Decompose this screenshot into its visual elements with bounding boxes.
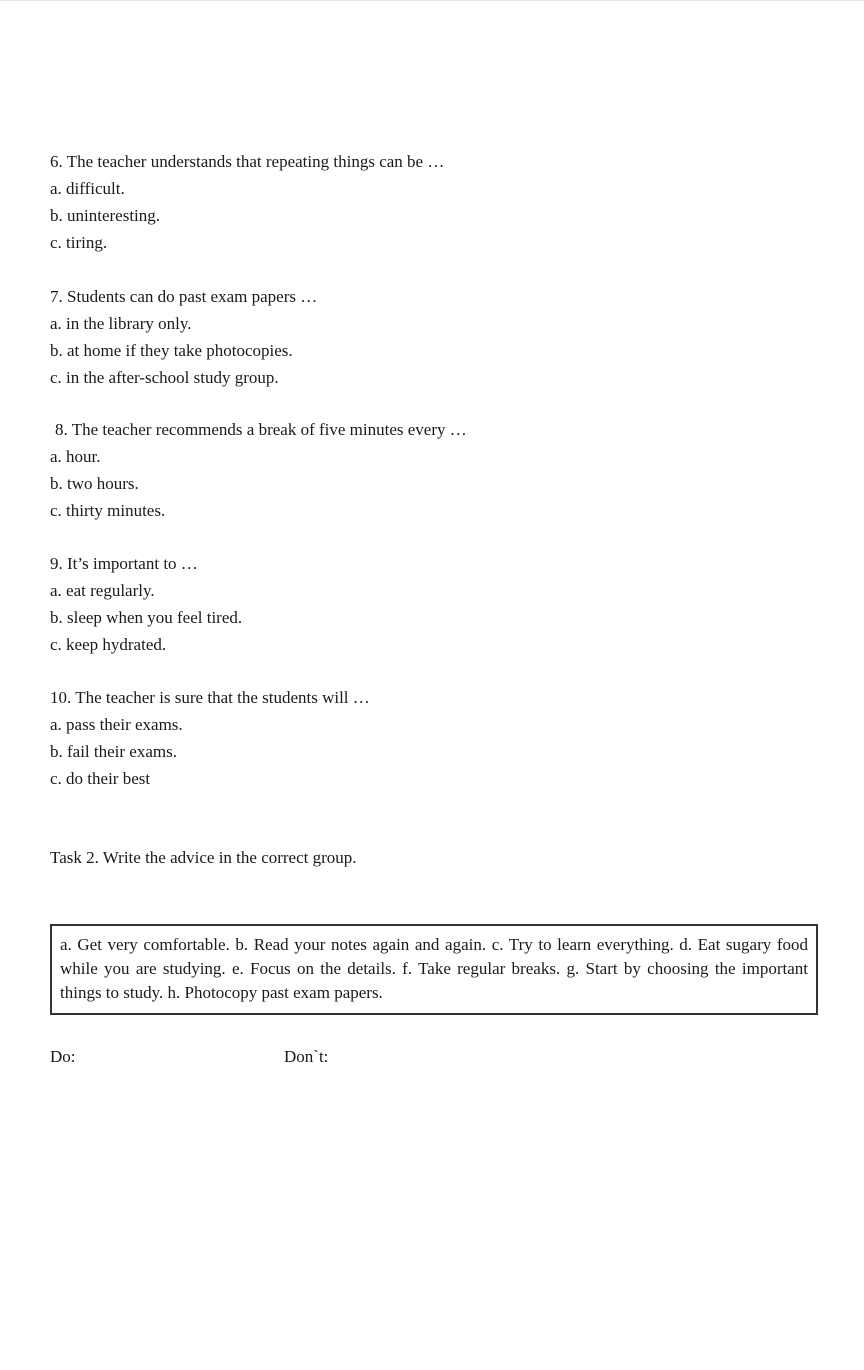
task-2-title: Task 2. Write the advice in the correct group. xyxy=(50,848,357,867)
question-stem: 7. Students can do past exam papers … xyxy=(50,287,318,306)
option-c: c. do their best xyxy=(50,769,151,788)
question-stem: 8. The teacher recommends a break of five minutes every … xyxy=(55,420,467,439)
question-8 xyxy=(50,416,815,524)
option-c: c. in the after-school study group. xyxy=(50,368,279,387)
dont-column-label: Don`t: xyxy=(284,1047,329,1066)
question-6 xyxy=(50,148,810,256)
advice-list-text: a. Get very comfortable. b. Read your notes again and again. c. Try to learn everything. d. Eat sugary food while you are studying. e. Focus on the details. f. Take regular breaks. g. Start by choosing the important things to study. h. Photocopy past exam papers. xyxy=(60,935,808,1002)
option-b: b. fail their exams. xyxy=(50,742,177,761)
option-c: c. thirty minutes. xyxy=(50,501,166,520)
option-b: b. two hours. xyxy=(50,474,139,493)
question-7 xyxy=(50,283,810,391)
option-b: b. uninteresting. xyxy=(50,206,161,225)
question-stem: 6. The teacher understands that repeating things can be … xyxy=(50,152,445,171)
option-a: a. difficult. xyxy=(50,179,125,198)
option-a: a. eat regularly. xyxy=(50,581,155,600)
question-stem: 10. The teacher is sure that the students will … xyxy=(50,688,370,707)
question-10 xyxy=(50,684,810,792)
option-b: b. at home if they take photocopies. xyxy=(50,341,293,360)
option-a: a. in the library only. xyxy=(50,314,192,333)
question-stem: 9. It’s important to … xyxy=(50,554,198,573)
option-a: a. hour. xyxy=(50,447,101,466)
option-c: c. tiring. xyxy=(50,233,108,252)
question-9 xyxy=(50,550,810,658)
advice-box xyxy=(50,924,818,1015)
do-column-label: Do: xyxy=(50,1047,76,1066)
option-b: b. sleep when you feel tired. xyxy=(50,608,243,627)
option-c: c. keep hydrated. xyxy=(50,635,167,654)
option-a: a. pass their exams. xyxy=(50,715,183,734)
